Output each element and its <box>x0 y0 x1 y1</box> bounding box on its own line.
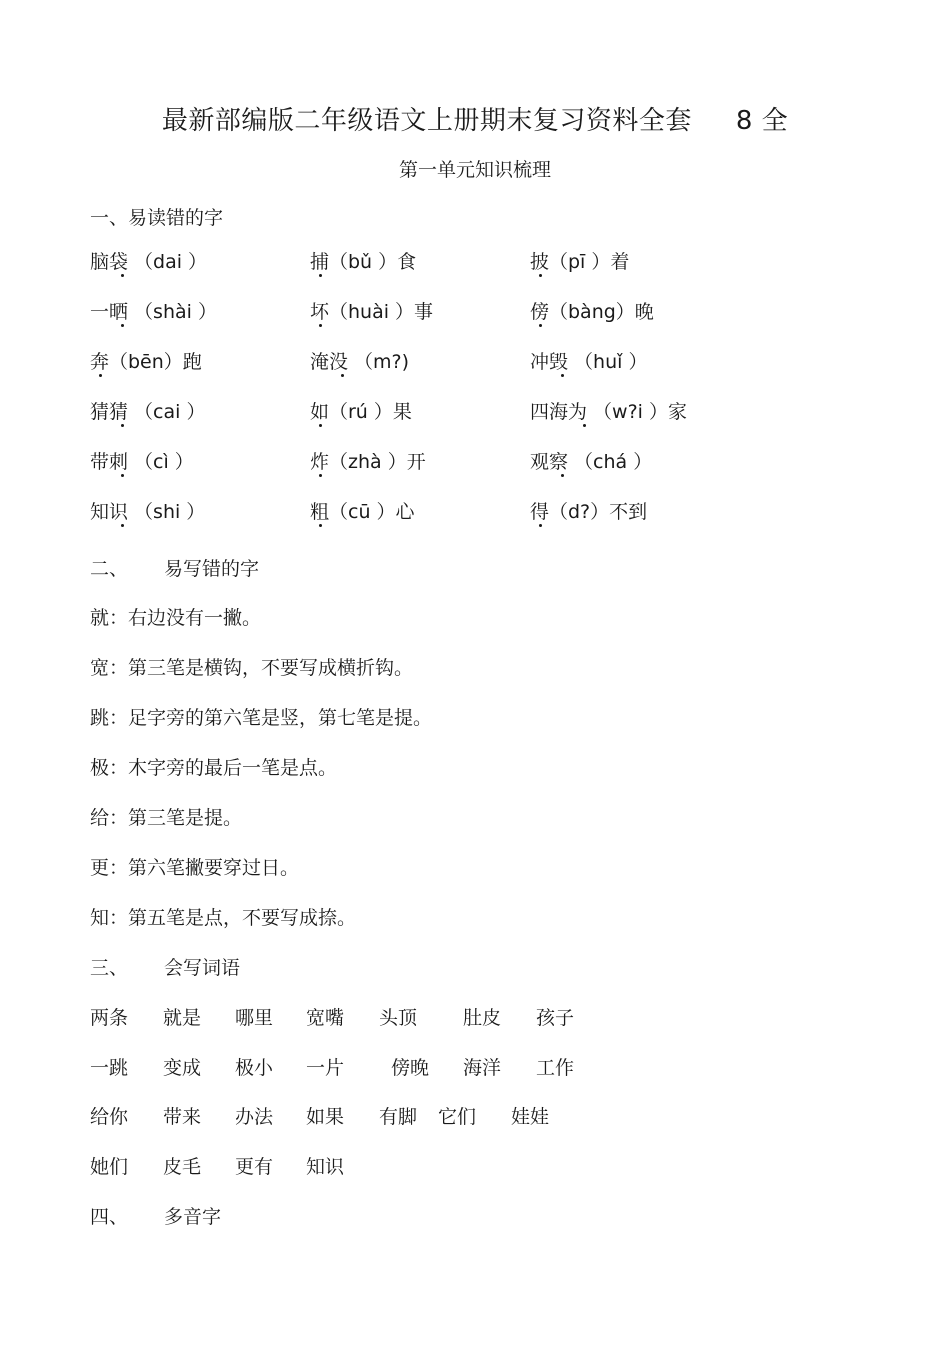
pinyin-item: 坏（huài ）事 <box>310 301 434 323</box>
writing-tip: 更：第六笔撇要穿过日。 <box>90 857 300 879</box>
emphasis-dot <box>121 424 124 427</box>
vocab-word: 极小 <box>235 1057 274 1079</box>
emphasis-dot <box>561 374 564 377</box>
vocab-word: 有脚 <box>379 1106 418 1128</box>
pinyin-item: 一晒 （shài ） <box>90 301 217 323</box>
vocab-word: 她们 <box>90 1156 129 1178</box>
pinyin-item: 知识 （shi ） <box>90 501 206 523</box>
writing-tip: 跳：足字旁的第六笔是竖，第七笔是提。 <box>90 707 433 729</box>
vocab-word: 知识 <box>306 1156 345 1178</box>
pinyin-item: 傍（bàng）晚 <box>530 301 654 323</box>
emphasis-dot <box>539 324 542 327</box>
emphasis-dot <box>99 374 102 377</box>
section-3-number: 三、 <box>90 957 129 979</box>
emphasis-dot <box>319 524 322 527</box>
emphasis-dot <box>121 474 124 477</box>
pinyin-item: 观察 （chá ） <box>530 451 653 473</box>
pinyin-row <box>90 497 870 527</box>
emphasis-dot <box>319 274 322 277</box>
section-1-heading: 一、易读错的字 <box>90 207 224 229</box>
section-2-number: 二、 <box>90 558 129 580</box>
vocab-word: 一片 <box>306 1057 345 1079</box>
pinyin-item: 淹没 （m?) <box>310 351 410 373</box>
vocab-word: 娃娃 <box>511 1106 550 1128</box>
emphasis-dot <box>121 524 124 527</box>
vocab-word: 皮毛 <box>163 1156 202 1178</box>
vocab-word: 更有 <box>235 1156 274 1178</box>
emphasis-dot <box>539 274 542 277</box>
vocab-word: 给你 <box>90 1106 129 1128</box>
vocab-word: 海洋 <box>463 1057 502 1079</box>
emphasis-dot <box>583 424 586 427</box>
section-4-heading <box>90 1202 221 1229</box>
pinyin-item: 炸（zhà ）开 <box>310 451 426 473</box>
pinyin-item: 粗（cū ）心 <box>310 501 415 523</box>
pinyin-item: 如（rú ）果 <box>310 401 412 423</box>
vocab-word: 一跳 <box>90 1057 129 1079</box>
emphasis-dot <box>539 524 542 527</box>
pinyin-item: 四海为 （w?i ）家 <box>530 401 687 423</box>
section-4-title: 多音字 <box>164 1206 222 1228</box>
pinyin-row <box>90 397 870 427</box>
pinyin-item: 披（pī ）着 <box>530 251 630 273</box>
section-2-title: 易写错的字 <box>164 558 260 580</box>
vocab-word: 工作 <box>536 1057 575 1079</box>
vocab-word: 肚皮 <box>463 1007 502 1029</box>
pinyin-row <box>90 297 870 327</box>
vocab-word: 变成 <box>163 1057 202 1079</box>
pinyin-row <box>90 447 870 477</box>
emphasis-dot <box>341 374 344 377</box>
pinyin-item: 捕（bǔ ）食 <box>310 251 417 273</box>
pinyin-item: 脑袋 （dai ） <box>90 251 208 273</box>
vocab-word: 办法 <box>235 1106 274 1128</box>
pinyin-item: 带刺 （cì ） <box>90 451 194 473</box>
emphasis-dot <box>319 324 322 327</box>
writing-tip: 给：第三笔是提。 <box>90 807 243 829</box>
emphasis-dot <box>319 474 322 477</box>
document-title <box>0 100 950 137</box>
section-2-heading <box>90 554 259 581</box>
section-3-heading <box>90 953 240 980</box>
writing-tip: 宽：第三笔是横钩，不要写成横折钩。 <box>90 657 414 679</box>
vocab-word: 带来 <box>163 1106 202 1128</box>
vocab-word: 它们 <box>438 1106 477 1128</box>
title-suffix: 8 全 <box>735 106 789 136</box>
emphasis-dot <box>319 424 322 427</box>
pinyin-item: 猜猜 （cai ） <box>90 401 206 423</box>
emphasis-dot <box>121 324 124 327</box>
writing-tip: 就：右边没有一撇。 <box>90 607 262 629</box>
section-4-number: 四、 <box>90 1206 129 1228</box>
unit-subtitle: 第一单元知识梳理 <box>398 159 551 181</box>
vocab-word: 两条 <box>90 1007 129 1029</box>
section-3-title: 会写词语 <box>164 957 241 979</box>
vocab-word: 哪里 <box>235 1007 274 1029</box>
pinyin-item: 奔（bēn）跑 <box>90 351 202 373</box>
pinyin-item: 冲毁 （huǐ ） <box>530 351 648 373</box>
title-text: 最新部编版二年级语文上册期末复习资料全套 <box>161 106 692 136</box>
writing-tip: 知：第五笔是点，不要写成捺。 <box>90 907 357 929</box>
pinyin-row <box>90 347 870 377</box>
vocab-word: 头顶 <box>379 1007 418 1029</box>
emphasis-dot <box>561 474 564 477</box>
writing-tip: 极：木字旁的最后一笔是点。 <box>90 757 338 779</box>
pinyin-item: 得（d?）不到 <box>530 501 648 523</box>
vocab-word: 傍晚 <box>391 1057 430 1079</box>
vocab-word: 宽嘴 <box>306 1007 345 1029</box>
vocab-word: 如果 <box>306 1106 345 1128</box>
vocab-word: 孩子 <box>536 1007 575 1029</box>
emphasis-dot <box>121 274 124 277</box>
vocab-word: 就是 <box>163 1007 202 1029</box>
pinyin-row <box>90 247 870 277</box>
